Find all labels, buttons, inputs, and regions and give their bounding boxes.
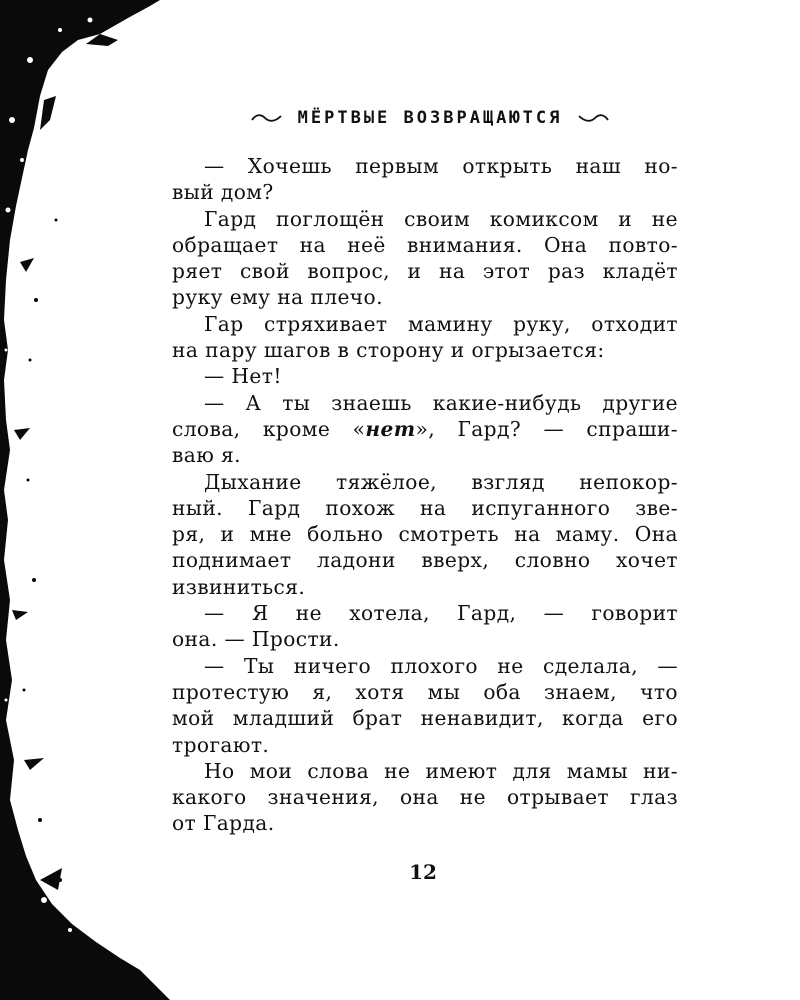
text-line: поднимает ладони вверх, словно хочет [172, 548, 678, 573]
header-title: МЁРТВЫЕ ВОЗВРАЩАЮТСЯ [297, 108, 563, 128]
paragraph [172, 469, 678, 600]
paragraph [172, 390, 678, 469]
paragraph [172, 600, 678, 653]
text-line: ря, и мне больно смотреть на маму. Она [172, 522, 678, 547]
paragraph [172, 363, 678, 389]
text-line: руку ему на плечо. [172, 285, 383, 310]
left-ornament-icon [250, 111, 284, 125]
text-line: мой младший брат ненавидит, когда его [172, 706, 678, 731]
text-line: она. — Прости. [172, 627, 340, 652]
paragraph [172, 206, 678, 311]
text-fragment: », Гард? — спраши- [415, 416, 678, 441]
text-line: Но мои слова не имеют для мамы ни- [204, 758, 678, 783]
text-line: трогают. [172, 732, 270, 757]
text-line: какого значения, она не отрывает глаз [172, 785, 678, 810]
text-line: протестую я, хотя мы оба знаем, что [172, 679, 678, 704]
body-text [172, 153, 678, 837]
text-line: — А ты знаешь какие-нибудь другие [204, 390, 678, 415]
running-header [0, 108, 800, 128]
text-line: Гард поглощён своим комиксом и не [204, 206, 678, 231]
text-line: — Я не хотела, Гард, — говорит [204, 601, 678, 626]
paragraph [172, 311, 678, 364]
text-line: вый дом? [172, 180, 274, 205]
text-line: — Ты ничего плохого не сделала, — [204, 653, 678, 678]
paragraph [172, 653, 678, 758]
paragraph [172, 153, 678, 206]
text-line: извиниться. [172, 574, 306, 599]
text-line: ваю я. [172, 443, 241, 468]
grunge-edge-decoration [0, 0, 170, 1000]
text-line [172, 416, 678, 442]
text-line: на пару шагов в сторону и огрызается: [172, 338, 605, 363]
text-line: обращает на неё внимания. Она повто- [172, 232, 678, 257]
text-line: — Нет! [204, 364, 282, 389]
text-line: ряет свой вопрос, и на этот раз кладёт [172, 259, 678, 284]
text-fragment: слова, кроме « [172, 416, 366, 441]
emphasis-word: нет [365, 416, 416, 441]
paragraph [172, 758, 678, 837]
page-number: 12 [409, 860, 437, 884]
text-line: — Хочешь первым открыть наш но- [204, 154, 678, 178]
text-line: от Гарда. [172, 811, 275, 836]
text-line: Дыхание тяжёлое, взгляд непокор- [204, 469, 678, 494]
text-line: Гар стряхивает мамину руку, отходит [204, 311, 678, 336]
right-ornament-icon [576, 111, 610, 125]
text-line: ный. Гард похож на испуганного зве- [172, 495, 678, 520]
